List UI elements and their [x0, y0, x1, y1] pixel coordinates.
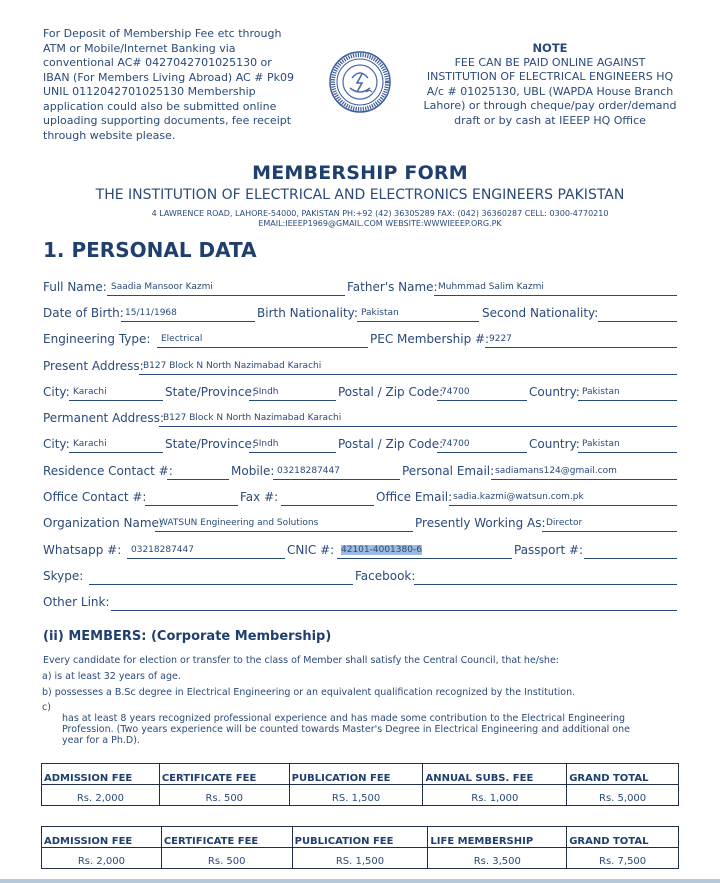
fee-header: PUBLICATION FEE [292, 827, 428, 848]
passport-field[interactable] [584, 542, 677, 559]
fee-value: Rs. 500 [161, 848, 292, 869]
note-line: Lahore) or through cheque/pay order/demand [423, 99, 677, 112]
state-field[interactable] [249, 384, 336, 401]
note-line: INSTITUTION OF ELECTRICAL ENGINEERS HQ [426, 70, 674, 83]
office-email-value: sadia.kazmi@watsun.com.pk [453, 492, 584, 502]
cnic-field[interactable] [337, 542, 512, 559]
zip-value: 74700 [441, 439, 470, 449]
members-title: (ii) MEMBERS: (Corporate Membership) [43, 629, 332, 644]
city-label: City: [43, 437, 70, 451]
engineering-type-field[interactable] [157, 331, 368, 348]
facebook-field[interactable] [414, 568, 677, 585]
office-email-label: Office Email: [376, 490, 453, 504]
office-email-field[interactable] [449, 489, 677, 506]
form-row [43, 514, 677, 532]
fee-header: GRAND TOTAL [567, 827, 679, 848]
fee-value-row [42, 848, 679, 869]
fee-value: Rs. 7,500 [567, 848, 679, 869]
fee-header: PUBLICATION FEE [289, 764, 423, 785]
fee-header-row [42, 764, 679, 785]
form-title: MEMBERSHIP FORM [252, 162, 468, 184]
country-label: Country: [529, 385, 580, 399]
full-name-label: Full Name: [43, 280, 107, 294]
fee-header: ANNUAL SUBS. FEE [423, 764, 567, 785]
dob-field[interactable] [121, 305, 255, 322]
payment-note [420, 41, 680, 128]
fee-table-life [41, 826, 679, 869]
zip-value: 74700 [441, 387, 470, 397]
section-title: 1. PERSONAL DATA [43, 238, 257, 262]
country-field[interactable] [578, 384, 677, 401]
whatsapp-label: Whatsapp #: [43, 543, 122, 557]
country-value: Pakistan [582, 387, 620, 397]
office-contact-field[interactable] [145, 489, 238, 506]
zip-field[interactable] [437, 436, 527, 453]
fee-value: Rs. 1,000 [423, 785, 567, 806]
residence-contact-field[interactable] [167, 463, 229, 480]
city-field[interactable] [69, 436, 163, 453]
deposit-instructions [43, 27, 303, 143]
deposit-line: conventional AC# 0427042701025130 or [43, 56, 272, 69]
pec-membership-field[interactable] [485, 331, 677, 348]
deposit-line: IBAN (For Members Living Abroad) AC # Pk09 [43, 70, 294, 84]
deposit-line: UNIL 0112042701025130 Membership [43, 85, 256, 98]
personal-email-field[interactable] [491, 463, 677, 480]
pec-membership-label: PEC Membership #: [370, 332, 490, 346]
fathers-name-value: Muhmmad Salim Kazmi [438, 282, 544, 292]
present-address-value: B127 Block N North Nazimabad Karachi [143, 361, 322, 371]
criterion-c-line: year for a Ph.D). [62, 735, 140, 746]
city-field[interactable] [69, 384, 163, 401]
engineering-type-label: Engineering Type: [43, 332, 151, 346]
page-bottom-border [0, 879, 720, 883]
city-value: Karachi [73, 387, 107, 397]
skype-field[interactable] [89, 568, 353, 585]
form-row [43, 409, 677, 427]
city-label: City: [43, 385, 70, 399]
fee-header: ADMISSION FEE [42, 764, 160, 785]
full-name-value: Saadia Mansoor Kazmi [111, 282, 213, 292]
form-row [43, 435, 677, 453]
form-row [43, 383, 677, 401]
state-label: State/Province: [165, 385, 256, 399]
fee-header: CERTIFICATE FEE [159, 764, 289, 785]
form-row [43, 304, 677, 322]
deposit-line: through website please. [43, 128, 176, 142]
criterion-c [62, 713, 702, 746]
facebook-label: Facebook: [355, 569, 416, 583]
fee-header: LIFE MEMBERSHIP [428, 827, 567, 848]
country-value: Pakistan [582, 439, 620, 449]
fee-value: Rs. 2,000 [42, 785, 160, 806]
fee-value: Rs. 3,500 [428, 848, 567, 869]
institution-contact: EMAIL:IEEEP1969@GMAIL.COM WEBSITE:WWWIEEEP.ORG.PK [258, 219, 502, 228]
office-contact-label: Office Contact #: [43, 490, 147, 504]
birth-nationality-value: Pakistan [361, 308, 399, 318]
birth-nationality-field[interactable] [357, 305, 479, 322]
pec-membership-value: 9227 [489, 334, 512, 344]
other-link-label: Other Link: [43, 595, 110, 609]
note-line: A/c # 01025130, UBL (WAPDA House Branch [426, 84, 674, 98]
organization-value: WATSUN Engineering and Solutions [159, 518, 319, 528]
form-row [43, 462, 677, 480]
organization-label: Organization Name: [43, 516, 163, 530]
residence-contact-label: Residence Contact #: [43, 464, 173, 478]
working-as-value: Director [546, 518, 583, 528]
second-nationality-label: Second Nationality: [482, 306, 599, 320]
form-row [43, 330, 677, 348]
fee-value: Rs. 2,000 [42, 848, 162, 869]
criterion-c-marker: c) [42, 702, 51, 713]
criterion-a: a) is at least 32 years of age. [42, 671, 181, 682]
mobile-field[interactable] [273, 463, 400, 480]
skype-label: Skype: [43, 569, 84, 583]
fee-value-row [42, 785, 679, 806]
fee-value: RS. 1,500 [292, 848, 428, 869]
fee-header: CERTIFICATE FEE [161, 827, 292, 848]
organization-field[interactable] [155, 515, 413, 532]
country-field[interactable] [578, 436, 677, 453]
dob-label: Date of Birth: [43, 306, 124, 320]
dob-value: 15/11/1968 [125, 308, 177, 318]
fee-value: Rs. 500 [159, 785, 289, 806]
note-line: draft or by cash at IEEEP HQ Office [454, 113, 646, 127]
working-as-field[interactable] [542, 515, 677, 532]
state-value: SIndh [253, 387, 279, 397]
cnic-value: 42101-4001380-6 [341, 545, 422, 555]
permanent-address-field[interactable] [159, 410, 677, 427]
personal-email-value: sadiamans124@gmail.com [495, 466, 617, 476]
note-title: NOTE [532, 41, 568, 55]
deposit-line: ATM or Mobile/Internet Banking via [43, 41, 236, 55]
state-field[interactable] [249, 436, 336, 453]
institution-name: THE INSTITUTION OF ELECTRICAL AND ELECTRONICS ENGINEERS PAKISTAN [95, 187, 625, 203]
deposit-line: application could also be submitted online [43, 99, 277, 113]
state-label: State/Province: [165, 437, 256, 451]
present-address-field[interactable] [139, 358, 677, 375]
form-row [43, 567, 677, 585]
mobile-label: Mobile: [231, 464, 275, 478]
zip-label: Postal / Zip Code: [338, 437, 444, 451]
institution-address: 4 LAWRENCE ROAD, LAHORE-54000, PAKISTAN PH:+92 (42) 36305289 FAX: (042) 36360287 CELL: 0300-4770210 [151, 209, 609, 218]
full-name-field[interactable] [107, 279, 345, 296]
country-label: Country: [529, 437, 580, 451]
fee-header-row [42, 827, 679, 848]
permanent-address-label: Permanent Address: [43, 411, 164, 425]
form-row [43, 488, 677, 506]
note-line: FEE CAN BE PAID ONLINE AGAINST [454, 55, 646, 69]
fathers-name-label: Father's Name: [347, 280, 438, 294]
criterion-c-line: Profession. (Two years experience will be counted towards Master's Degree in Electrical Engineering and additional one [62, 724, 630, 735]
second-nationality-field[interactable] [598, 305, 677, 322]
fee-header: ADMISSION FEE [42, 827, 162, 848]
fax-label: Fax #: [240, 490, 279, 504]
zip-label: Postal / Zip Code: [338, 385, 444, 399]
personal-email-label: Personal Email: [402, 464, 495, 478]
form-row [43, 278, 677, 296]
form-row [43, 357, 677, 375]
fee-value: RS. 1,500 [289, 785, 423, 806]
state-value: SIndh [253, 439, 279, 449]
institution-seal-icon [328, 50, 392, 114]
whatsapp-field[interactable] [127, 542, 285, 559]
deposit-line: For Deposit of Membership Fee etc through [43, 27, 282, 40]
form-row [43, 541, 677, 559]
whatsapp-value: 03218287447 [131, 545, 194, 555]
criterion-b: b) possesses a B.Sc degree in Electrical Engineering or an equivalent qualification recognized by the Institution. [42, 687, 576, 698]
fee-table-annual [41, 763, 679, 806]
birth-nationality-label: Birth Nationality: [257, 306, 358, 320]
permanent-address-value: B127 Block N North Nazimabad Karachi [163, 413, 342, 423]
passport-label: Passport #: [514, 543, 584, 557]
present-address-label: Present Address: [43, 359, 144, 373]
zip-field[interactable] [437, 384, 527, 401]
fee-header: GRAND TOTAL [567, 764, 679, 785]
fathers-name-field[interactable] [434, 279, 677, 296]
fax-field[interactable] [281, 489, 374, 506]
cnic-label: CNIC #: [287, 543, 335, 557]
criterion-c-line: has at least 8 years recognized professional experience and has made some contribution to the Electrical Engineering [62, 713, 626, 724]
city-value: Karachi [73, 439, 107, 449]
members-intro: Every candidate for election or transfer to the class of Member shall satisfy the Central Council, that he/she: [43, 655, 560, 666]
mobile-value: 03218287447 [277, 466, 340, 476]
deposit-line: uploading supporting documents, fee receipt [43, 114, 292, 127]
working-as-label: Presently Working As: [415, 516, 546, 530]
engineering-type-value: Electrical [161, 334, 203, 344]
form-row [43, 593, 677, 611]
fee-value: Rs. 5,000 [567, 785, 679, 806]
other-link-field[interactable] [111, 594, 677, 611]
